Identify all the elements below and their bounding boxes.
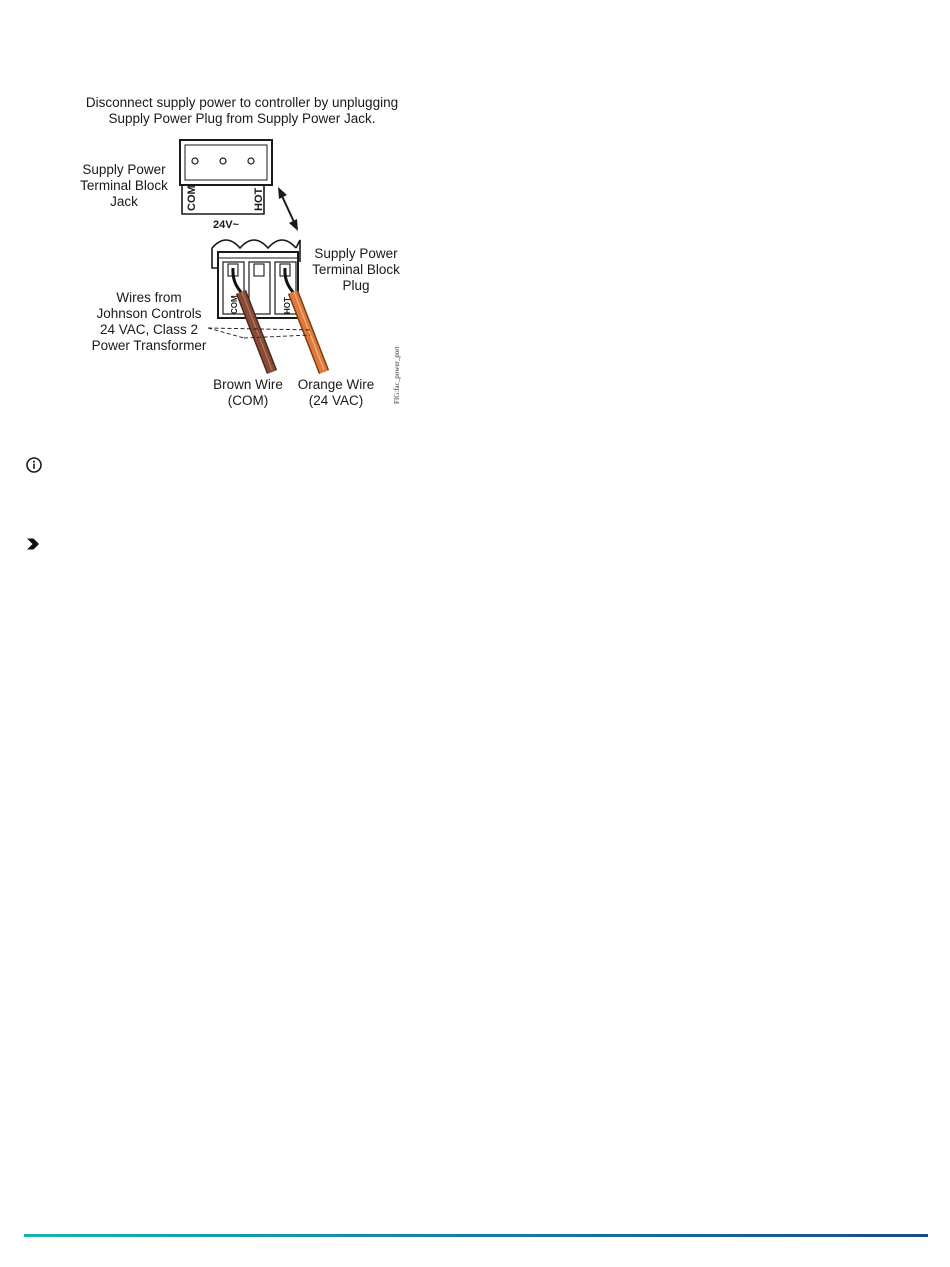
footer-divider (24, 1234, 928, 1237)
wires-label-line-3: 24 VAC, Class 2 (99, 322, 199, 337)
figure-id: FIG:fac_power_port (393, 346, 401, 404)
voltage-label: 24V~ (213, 219, 239, 231)
plug-label-line-1: Supply Power (314, 246, 398, 261)
plug-label-line-3: Plug (342, 278, 370, 293)
jack-pin-com-label: COM (186, 185, 198, 211)
plug-pin-hot-label: HOT (283, 297, 292, 314)
power-wiring-diagram (0, 0, 950, 430)
orange-wire-label-line-2: (24 VAC) (308, 393, 364, 408)
orange-wire-label-line-1: Orange Wire (297, 377, 375, 392)
jack-label-line-3: Jack (110, 194, 138, 209)
brown-wire-label-line-1: Brown Wire (213, 377, 283, 392)
info-circle-icon (25, 456, 43, 474)
plug-label-line-2: Terminal Block (312, 262, 400, 277)
jack-label-line-2: Terminal Block (80, 178, 168, 193)
brown-wire-label-line-2: (COM) (227, 393, 269, 408)
wires-label-line-4: Power Transformer (91, 338, 207, 353)
jack-label-line-1: Supply Power (82, 162, 166, 177)
plug-pin-com-label: COM (230, 295, 239, 314)
caption-line-1: Disconnect supply power to controller by unplugging (85, 95, 399, 110)
caption-line-2: Supply Power Plug from Supply Power Jack. (108, 111, 376, 126)
chevron-right-icon (26, 537, 40, 551)
wires-label-line-2: Johnson Controls (96, 306, 202, 321)
jack-pin-hot-label: HOT (253, 187, 265, 211)
connect-arrow-icon (278, 187, 298, 231)
wires-label-line-1: Wires from (116, 290, 182, 305)
